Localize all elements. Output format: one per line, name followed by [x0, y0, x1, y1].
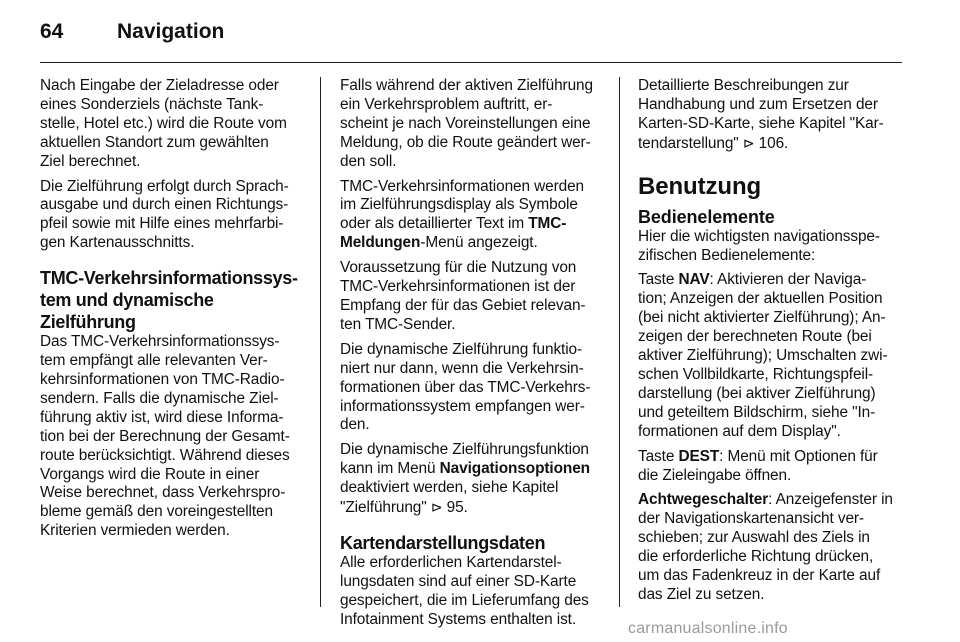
- menu-name: Navigationsoptionen: [439, 460, 590, 478]
- paragraph: Falls während der aktiven Zielführung ein Verkehrsproblem auftritt, er- scheint je nach Voreinstellungen eine Meldung, ob die Route geändert wer- den soll.: [340, 77, 593, 170]
- section-heading-benutzung: Benutzung: [638, 172, 762, 200]
- subheading-tmc: TMC-Verkehrsinformationssys- tem und dynamische Zielführung: [40, 268, 298, 333]
- paragraph: Die dynamische Zielführung funktio- niert nur dann, wenn die Verkehrsin- formationen über das TMC-Verkehrs- informationssystem empfangen wer- den.: [340, 340, 591, 434]
- menu-name: TMC-: [528, 215, 567, 233]
- paragraph: Detaillierte Beschreibungen zur Handhabung und zum Ersetzen der Karten-SD-Karte, siehe Kapitel "Kar- tendarstellung" ⊳ 106.: [638, 77, 884, 152]
- column-3: [638, 77, 908, 611]
- paragraph: Die dynamische Zielführungsfunktion kann im Menü Navigationsoptionen deaktiviert werden, siehe Kapitel "Zielführung" ⊳ 95.: [340, 441, 590, 517]
- paragraph: Die Zielführung erfolgt durch Sprach- ausgabe und durch einen Richtungs- pfeil sowie mit Hilfe eines mehrfarbi- gen Kartenausschnitts.: [40, 177, 289, 252]
- paragraph: Taste DEST: Menü mit Optionen für die Zieleingabe öffnen.: [638, 447, 878, 484]
- page-number: 64: [40, 20, 64, 43]
- column-1: [40, 77, 312, 547]
- paragraph: Das TMC-Verkehrsinformationssys- tem empfängt alle relevanten Ver- kehrsinformationen von TMC-Radio- sendern. Falls die dynamische Ziel- führung aktiv ist, wird diese Informa- tion bei der Berechnung der Gesamt- route berücksichtigt. Während dieses Vorgangs wird die Route in einer Weise berechnet, dass Verkehrspro- bleme gemäß den voreingestellten Kriterien vermieden werden.: [40, 333, 290, 540]
- key-name: NAV: [678, 271, 710, 289]
- arrow-reference-icon: ⊳: [742, 134, 755, 151]
- column-2: [340, 77, 610, 636]
- paragraph: TMC-Verkehrsinformationen werden im Zielführungsdisplay als Symbole oder als detaillierter Text im TMC- Meldungen-Menü angezeigt.: [340, 177, 585, 252]
- arrow-reference-icon: ⊳: [430, 499, 443, 516]
- page-header: [40, 18, 900, 46]
- key-name: Achtwegeschalter: [638, 491, 769, 509]
- paragraph: Hier die wichtigsten navigationsspe- zifischen Bedienelemente:: [638, 227, 880, 264]
- paragraph: Nach Eingabe der Zieladresse oder eines Sonderziels (nächste Tank- stelle, Hotel etc.) wird die Route vom aktuellen Standort zum gewählten Ziel berechnet.: [40, 77, 287, 170]
- column-divider-2: [619, 77, 620, 607]
- page-title: Navigation: [117, 20, 225, 43]
- paragraph: Alle erforderlichen Kartendarstel- lungsdaten sind auf einer SD-Karte gespeichert, die im Lieferumfang des Infotainment Systems enthalten ist.: [340, 553, 589, 628]
- watermark: carmanualsonline.info: [628, 620, 788, 637]
- header-rule: [40, 62, 902, 63]
- paragraph: Taste NAV: Aktivieren der Naviga- tion; Anzeigen der aktuellen Position (bei nicht aktivierter Zielführung); An- zeigen der berechneten Route (bei aktiver Zielführung); Umschalten zwi- schen Vollbildkarte, Richtungspfeil- darstellung (bei aktiver Zielführung) und geteiltem Bildschirm, siehe "In- formationen auf dem Display".: [638, 271, 888, 440]
- menu-name: Meldungen: [340, 234, 421, 252]
- subheading-bedienelemente: Bedienelemente: [638, 206, 775, 227]
- key-name: DEST: [678, 447, 720, 465]
- paragraph: Voraussetzung für die Nutzung von TMC-Verkehrsinformationen ist der Empfang der für das Gebiet relevan- ten TMC-Sender.: [340, 259, 586, 333]
- column-divider-1: [320, 77, 321, 607]
- subheading-kartendaten: Kartendarstellungsdaten: [340, 532, 546, 553]
- paragraph: Achtwegeschalter: Anzeigefenster in der Navigationskartenansicht ver- schieben; zur Auswahl des Ziels in die erforderliche Richtung drücken, um das Fadenkreuz in der Karte auf das Ziel zu setzen.: [638, 491, 893, 603]
